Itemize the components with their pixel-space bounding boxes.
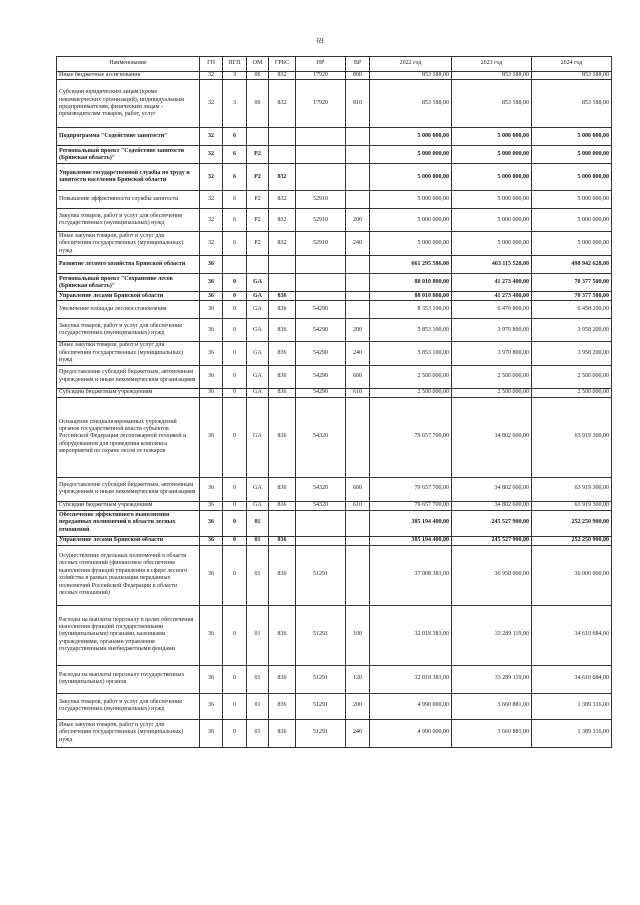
row-vr-cell [346, 191, 370, 209]
row-gp-cell: 36 [200, 693, 223, 719]
row-2024-cell: 34 610 684,00 [532, 605, 612, 665]
row-name-cell: Расходы на выплаты персоналу в целях обеспечения выполнения функций государственными (муниципальными) органами, казенными учреждениями, органами управления государственными внебюджетными фондами [57, 605, 200, 665]
row-2024-cell: 5 000 000,00 [532, 232, 612, 256]
row-2022-cell: 5 000 000,00 [370, 128, 452, 146]
row-gp-cell: 36 [200, 605, 223, 665]
row-nr-cell [296, 128, 346, 146]
row-grbs-cell: 832 [269, 232, 296, 256]
row-2024-cell: 70 377 500,00 [532, 292, 612, 301]
row-nr-cell: 51291 [296, 605, 346, 665]
row-2022-cell: 5 000 000,00 [370, 191, 452, 209]
row-grbs-cell: 836 [269, 319, 296, 342]
row-name-cell: Управление лесами Брянской области [57, 292, 200, 301]
row-gp-cell: 32 [200, 209, 223, 232]
row-2024-cell: 63 919 300,00 [532, 501, 612, 510]
row-gp-cell: 36 [200, 292, 223, 301]
row-pgp-cell: 0 [223, 477, 247, 501]
row-2022-cell: 32 018 383,00 [370, 605, 452, 665]
row-vr-cell [346, 274, 370, 292]
row-name-cell: Расходы на выплаты персоналу государственных (муниципальных) органов [57, 665, 200, 693]
row-2024-cell: 252 250 900,00 [532, 510, 612, 536]
table-row [57, 342, 612, 365]
row-name-cell: Иные закупки товаров, работ и услуг для обеспечения государственных (муниципальных) нужд [57, 719, 200, 747]
col-header-grbs: ГРБС [269, 57, 296, 72]
row-2024-cell: 5 000 000,00 [532, 146, 612, 164]
page-number: 69 [316, 37, 324, 45]
row-om-cell: P2 [247, 209, 269, 232]
row-2022-cell: 2 500 000,00 [370, 365, 452, 388]
row-name-cell: Повышение эффективности службы занятости [57, 191, 200, 209]
row-nr-cell: 52910 [296, 232, 346, 256]
row-2022-cell: 853 188,00 [370, 80, 452, 128]
table-row [57, 209, 612, 232]
table-row [57, 545, 612, 605]
row-grbs-cell: 836 [269, 301, 296, 319]
col-header-vr: ВР [346, 57, 370, 72]
table-row [57, 146, 612, 164]
row-2024-cell: 63 919 300,00 [532, 397, 612, 477]
row-vr-cell: 810 [346, 80, 370, 128]
row-gp-cell: 36 [200, 501, 223, 510]
row-grbs-cell: 836 [269, 665, 296, 693]
row-pgp-cell: 0 [223, 605, 247, 665]
row-name-cell: Иные бюджетные ассигнования [57, 72, 200, 80]
row-nr-cell [296, 164, 346, 191]
row-om-cell: GA [247, 319, 269, 342]
row-nr-cell: 54290 [296, 319, 346, 342]
row-gp-cell: 36 [200, 319, 223, 342]
row-om-cell: GA [247, 397, 269, 477]
row-gp-cell: 36 [200, 545, 223, 605]
row-name-cell: Управление лесами Брянской области [57, 536, 200, 545]
row-pgp-cell [223, 256, 247, 274]
table-row [57, 605, 612, 665]
row-name-cell: Обеспечение эффективного выполнения переданных полномочий в области лесных отношений [57, 510, 200, 536]
budget-table [56, 56, 612, 748]
row-nr-cell: 52910 [296, 209, 346, 232]
row-name-cell: Субсидии бюджетным учреждениям [57, 501, 200, 510]
row-pgp-cell: 0 [223, 342, 247, 365]
row-2023-cell: 5 000 000,00 [452, 146, 532, 164]
row-2022-cell: 385 194 400,00 [370, 536, 452, 545]
row-2024-cell: 6 458 200,00 [532, 301, 612, 319]
row-vr-cell [346, 146, 370, 164]
row-2022-cell: 661 295 586,00 [370, 256, 452, 274]
row-om-cell: GA [247, 501, 269, 510]
row-nr-cell [296, 256, 346, 274]
row-grbs-cell [269, 128, 296, 146]
table-row [57, 510, 612, 536]
table-row [57, 256, 612, 274]
row-gp-cell: 32 [200, 146, 223, 164]
row-gp-cell: 36 [200, 719, 223, 747]
row-pgp-cell: 0 [223, 274, 247, 292]
table-row [57, 301, 612, 319]
row-vr-cell [346, 301, 370, 319]
col-header-gp: ГП [200, 57, 223, 72]
table-row [57, 693, 612, 719]
row-vr-cell: 600 [346, 477, 370, 501]
row-om-cell: 01 [247, 510, 269, 536]
row-name-cell: Субсидии юридическим лицам (кроме некоммерческих организаций), индивидуальным предпринимателям, физическим лицам - производителям товаров, работ, услуг [57, 80, 200, 128]
row-vr-cell [346, 545, 370, 605]
row-grbs-cell [269, 274, 296, 292]
row-vr-cell [346, 164, 370, 191]
row-2023-cell: 5 000 000,00 [452, 232, 532, 256]
row-pgp-cell: 0 [223, 510, 247, 536]
row-gp-cell: 36 [200, 397, 223, 477]
row-2024-cell: 5 000 000,00 [532, 128, 612, 146]
row-nr-cell: 54320 [296, 477, 346, 501]
row-2024-cell: 252 250 900,00 [532, 536, 612, 545]
row-2023-cell: 34 802 600,00 [452, 477, 532, 501]
col-header-2022: 2022 год [370, 57, 452, 72]
row-grbs-cell [269, 256, 296, 274]
row-2023-cell: 2 500 000,00 [452, 365, 532, 388]
row-2022-cell: 4 990 000,00 [370, 719, 452, 747]
row-2023-cell: 853 188,00 [452, 72, 532, 80]
row-name-cell: Региональный проект "Содействие занятости (Брянская область)" [57, 146, 200, 164]
row-name-cell: Закупка товаров, работ и услуг для обеспечения государственных (муниципальных) нужд [57, 319, 200, 342]
table-row [57, 232, 612, 256]
row-grbs-cell: 836 [269, 693, 296, 719]
row-2022-cell: 5 000 000,00 [370, 232, 452, 256]
row-2024-cell: 2 500 000,00 [532, 365, 612, 388]
row-2023-cell: 3 660 881,00 [452, 719, 532, 747]
table-row [57, 72, 612, 80]
row-om-cell: GA [247, 292, 269, 301]
row-gp-cell: 36 [200, 301, 223, 319]
row-vr-cell: 200 [346, 209, 370, 232]
row-pgp-cell: 6 [223, 209, 247, 232]
row-2023-cell: 5 000 000,00 [452, 209, 532, 232]
row-om-cell: 01 [247, 605, 269, 665]
col-header-name: Наименование [57, 57, 200, 72]
row-grbs-cell: 832 [269, 80, 296, 128]
row-pgp-cell: 0 [223, 719, 247, 747]
row-vr-cell: 800 [346, 72, 370, 80]
row-pgp-cell: 6 [223, 232, 247, 256]
table-row [57, 164, 612, 191]
row-2022-cell: 5 000 000,00 [370, 209, 452, 232]
row-name-cell: Иные закупки товаров, работ и услуг для обеспечения государственных (муниципальных) нужд [57, 342, 200, 365]
row-2024-cell: 63 919 300,00 [532, 477, 612, 501]
row-om-cell: 06 [247, 72, 269, 80]
row-name-cell: Управление государственной службы по труду и занятости населения Брянской области [57, 164, 200, 191]
row-2023-cell: 41 273 400,00 [452, 274, 532, 292]
row-2024-cell: 498 942 628,00 [532, 256, 612, 274]
table-row [57, 501, 612, 510]
row-om-cell [247, 256, 269, 274]
row-2024-cell: 1 389 316,00 [532, 693, 612, 719]
row-2023-cell: 3 970 800,00 [452, 319, 532, 342]
row-grbs-cell: 832 [269, 164, 296, 191]
row-pgp-cell: 0 [223, 292, 247, 301]
row-2022-cell: 88 010 800,00 [370, 292, 452, 301]
row-gp-cell: 36 [200, 342, 223, 365]
row-gp-cell: 32 [200, 72, 223, 80]
row-om-cell: 01 [247, 719, 269, 747]
row-name-cell: Увеличение площади лесовосстановления [57, 301, 200, 319]
row-2024-cell: 5 000 000,00 [532, 191, 612, 209]
row-2024-cell: 34 610 684,00 [532, 665, 612, 693]
row-pgp-cell: 0 [223, 388, 247, 397]
row-gp-cell: 36 [200, 536, 223, 545]
row-2022-cell: 2 500 000,00 [370, 388, 452, 397]
row-grbs-cell: 836 [269, 342, 296, 365]
table-row [57, 477, 612, 501]
row-2022-cell: 32 018 383,00 [370, 665, 452, 693]
row-pgp-cell: 3 [223, 80, 247, 128]
row-nr-cell: 17920 [296, 80, 346, 128]
row-gp-cell: 36 [200, 388, 223, 397]
row-2023-cell: 3 660 881,00 [452, 693, 532, 719]
row-2023-cell: 245 527 900,00 [452, 510, 532, 536]
row-grbs-cell: 832 [269, 209, 296, 232]
row-vr-cell: 100 [346, 605, 370, 665]
row-gp-cell: 36 [200, 274, 223, 292]
row-grbs-cell: 832 [269, 72, 296, 80]
row-2024-cell: 70 377 500,00 [532, 274, 612, 292]
row-2023-cell: 34 802 600,00 [452, 397, 532, 477]
row-pgp-cell: 0 [223, 397, 247, 477]
row-vr-cell: 200 [346, 319, 370, 342]
row-name-cell: Предоставление субсидий бюджетным, автономным учреждениям и иным некоммерческим организациям [57, 477, 200, 501]
row-om-cell: P2 [247, 191, 269, 209]
col-header-2023: 2023 год [452, 57, 532, 72]
row-2023-cell: 33 289 119,00 [452, 605, 532, 665]
row-om-cell: GA [247, 388, 269, 397]
row-nr-cell: 54290 [296, 301, 346, 319]
row-name-cell: Предоставление субсидий бюджетным, автономным учреждениям и иным некоммерческим организациям [57, 365, 200, 388]
row-nr-cell: 51291 [296, 665, 346, 693]
row-2022-cell: 79 657 700,00 [370, 477, 452, 501]
row-grbs-cell: 836 [269, 545, 296, 605]
row-vr-cell: 240 [346, 719, 370, 747]
row-nr-cell: 52910 [296, 191, 346, 209]
row-gp-cell: 36 [200, 665, 223, 693]
row-pgp-cell: 0 [223, 536, 247, 545]
row-nr-cell [296, 292, 346, 301]
row-2023-cell: 5 000 000,00 [452, 128, 532, 146]
row-nr-cell [296, 146, 346, 164]
row-2022-cell: 853 188,00 [370, 72, 452, 80]
row-nr-cell: 17920 [296, 72, 346, 80]
row-grbs-cell: 836 [269, 501, 296, 510]
row-2022-cell: 88 010 800,00 [370, 274, 452, 292]
row-2023-cell: 41 273 400,00 [452, 292, 532, 301]
row-vr-cell: 240 [346, 342, 370, 365]
row-2024-cell: 1 389 316,00 [532, 719, 612, 747]
row-gp-cell: 36 [200, 477, 223, 501]
row-2024-cell: 2 500 000,00 [532, 388, 612, 397]
row-om-cell: P2 [247, 146, 269, 164]
col-header-om: ОМ [247, 57, 269, 72]
row-pgp-cell: 0 [223, 693, 247, 719]
row-om-cell: 01 [247, 536, 269, 545]
row-grbs-cell: 836 [269, 536, 296, 545]
table-row [57, 319, 612, 342]
row-2023-cell: 6 470 800,00 [452, 301, 532, 319]
row-vr-cell [346, 510, 370, 536]
row-grbs-cell: 832 [269, 191, 296, 209]
row-vr-cell [346, 128, 370, 146]
row-2023-cell: 36 950 000,00 [452, 545, 532, 605]
row-name-cell: Иные закупки товаров, работ и услуг для обеспечения государственных (муниципальных) нужд [57, 232, 200, 256]
row-nr-cell: 51291 [296, 693, 346, 719]
row-2022-cell: 8 353 100,00 [370, 301, 452, 319]
row-om-cell [247, 128, 269, 146]
row-om-cell: GA [247, 477, 269, 501]
col-header-nr: НР [296, 57, 346, 72]
row-pgp-cell: 0 [223, 365, 247, 388]
row-nr-cell [296, 536, 346, 545]
row-grbs-cell: 836 [269, 365, 296, 388]
row-2023-cell: 5 000 000,00 [452, 191, 532, 209]
table-row [57, 397, 612, 477]
row-pgp-cell: 0 [223, 301, 247, 319]
row-2022-cell: 79 657 700,00 [370, 501, 452, 510]
row-gp-cell: 32 [200, 128, 223, 146]
row-name-cell: Региональный проект "Сохранение лесов (Брянская область)" [57, 274, 200, 292]
row-grbs-cell [269, 510, 296, 536]
table-row [57, 719, 612, 747]
row-2022-cell: 37 008 383,00 [370, 545, 452, 605]
row-gp-cell: 36 [200, 365, 223, 388]
row-gp-cell: 32 [200, 164, 223, 191]
row-om-cell: GA [247, 274, 269, 292]
row-nr-cell: 51291 [296, 719, 346, 747]
row-grbs-cell: 836 [269, 292, 296, 301]
row-pgp-cell: 0 [223, 319, 247, 342]
row-name-cell: Закупка товаров, работ и услуг для обеспечения государственных (муниципальных) нужд [57, 693, 200, 719]
row-gp-cell: 36 [200, 510, 223, 536]
row-2022-cell: 5 000 000,00 [370, 146, 452, 164]
table-header-row [57, 57, 612, 72]
row-nr-cell: 54320 [296, 397, 346, 477]
row-2023-cell: 3 970 800,00 [452, 342, 532, 365]
row-om-cell: 01 [247, 545, 269, 605]
table-row [57, 536, 612, 545]
row-vr-cell: 600 [346, 365, 370, 388]
row-om-cell: P2 [247, 232, 269, 256]
row-gp-cell: 32 [200, 232, 223, 256]
table-row [57, 80, 612, 128]
row-vr-cell [346, 536, 370, 545]
row-nr-cell: 54290 [296, 365, 346, 388]
row-vr-cell: 610 [346, 501, 370, 510]
row-pgp-cell: 6 [223, 128, 247, 146]
row-name-cell: Осуществление отдельных полномочий в области лесных отношений (финансовое обеспечение выполнения функций управления в сфере лесного хозяйства в рамках реализации переданных полномочий Российской Федерации в области лесных отношений) [57, 545, 200, 605]
row-pgp-cell: 0 [223, 545, 247, 605]
row-2022-cell: 5 000 000,00 [370, 164, 452, 191]
row-gp-cell: 32 [200, 191, 223, 209]
table-row [57, 128, 612, 146]
row-om-cell: 01 [247, 665, 269, 693]
row-2022-cell: 385 194 400,00 [370, 510, 452, 536]
row-2023-cell: 2 500 000,00 [452, 388, 532, 397]
row-grbs-cell: 836 [269, 388, 296, 397]
row-om-cell: 06 [247, 80, 269, 128]
row-om-cell: 01 [247, 693, 269, 719]
row-vr-cell [346, 256, 370, 274]
row-2023-cell: 463 115 528,00 [452, 256, 532, 274]
row-2022-cell: 4 990 000,00 [370, 693, 452, 719]
table-row [57, 191, 612, 209]
row-pgp-cell: 6 [223, 146, 247, 164]
row-2024-cell: 853 188,00 [532, 80, 612, 128]
row-name-cell: Развитие лесного хозяйства Брянской области [57, 256, 200, 274]
row-nr-cell: 54290 [296, 342, 346, 365]
row-grbs-cell: 836 [269, 477, 296, 501]
row-gp-cell: 32 [200, 80, 223, 128]
row-om-cell: GA [247, 365, 269, 388]
row-2024-cell: 3 958 200,00 [532, 319, 612, 342]
table-row [57, 665, 612, 693]
row-2023-cell: 34 802 600,00 [452, 501, 532, 510]
row-vr-cell [346, 397, 370, 477]
row-vr-cell: 240 [346, 232, 370, 256]
row-2024-cell: 5 000 000,00 [532, 164, 612, 191]
row-2024-cell: 36 000 000,00 [532, 545, 612, 605]
row-nr-cell: 54290 [296, 388, 346, 397]
table-row [57, 292, 612, 301]
row-gp-cell: 36 [200, 256, 223, 274]
row-grbs-cell: 836 [269, 397, 296, 477]
row-name-cell: Субсидии бюджетным учреждениям [57, 388, 200, 397]
row-2024-cell: 853 188,00 [532, 72, 612, 80]
row-nr-cell [296, 510, 346, 536]
row-grbs-cell [269, 146, 296, 164]
row-vr-cell: 200 [346, 693, 370, 719]
row-vr-cell: 120 [346, 665, 370, 693]
col-header-2024: 2024 год [532, 57, 612, 72]
row-2024-cell: 5 000 000,00 [532, 209, 612, 232]
table-row [57, 274, 612, 292]
row-nr-cell [296, 274, 346, 292]
row-pgp-cell: 6 [223, 164, 247, 191]
row-2023-cell: 245 527 900,00 [452, 536, 532, 545]
row-grbs-cell: 836 [269, 719, 296, 747]
row-grbs-cell: 836 [269, 605, 296, 665]
table-row [57, 365, 612, 388]
row-2023-cell: 5 000 000,00 [452, 164, 532, 191]
row-2022-cell: 5 853 100,00 [370, 319, 452, 342]
row-om-cell: P2 [247, 164, 269, 191]
row-2022-cell: 5 853 100,00 [370, 342, 452, 365]
row-nr-cell: 51291 [296, 545, 346, 605]
row-name-cell: Закупка товаров, работ и услуг для обеспечения государственных (муниципальных) нужд [57, 209, 200, 232]
row-pgp-cell: 0 [223, 501, 247, 510]
row-name-cell: Подпрограмма "Содействие занятости" [57, 128, 200, 146]
row-2023-cell: 33 289 119,00 [452, 665, 532, 693]
row-2024-cell: 3 958 200,00 [532, 342, 612, 365]
row-name-cell: Оснащение специализированных учреждений органов государственной власти субъектов Российской Федерации лесопожарной техникой и оборудованием для проведения комплекса мероприятий по охране лесов от пожаров [57, 397, 200, 477]
row-om-cell: GA [247, 301, 269, 319]
row-2022-cell: 79 657 700,00 [370, 397, 452, 477]
row-nr-cell: 54320 [296, 501, 346, 510]
row-pgp-cell: 3 [223, 72, 247, 80]
col-header-pgp: ПГП [223, 57, 247, 72]
row-pgp-cell: 0 [223, 665, 247, 693]
row-vr-cell [346, 292, 370, 301]
row-om-cell: GA [247, 342, 269, 365]
row-pgp-cell: 6 [223, 191, 247, 209]
table-row [57, 388, 612, 397]
row-2023-cell: 853 188,00 [452, 80, 532, 128]
row-vr-cell: 610 [346, 388, 370, 397]
